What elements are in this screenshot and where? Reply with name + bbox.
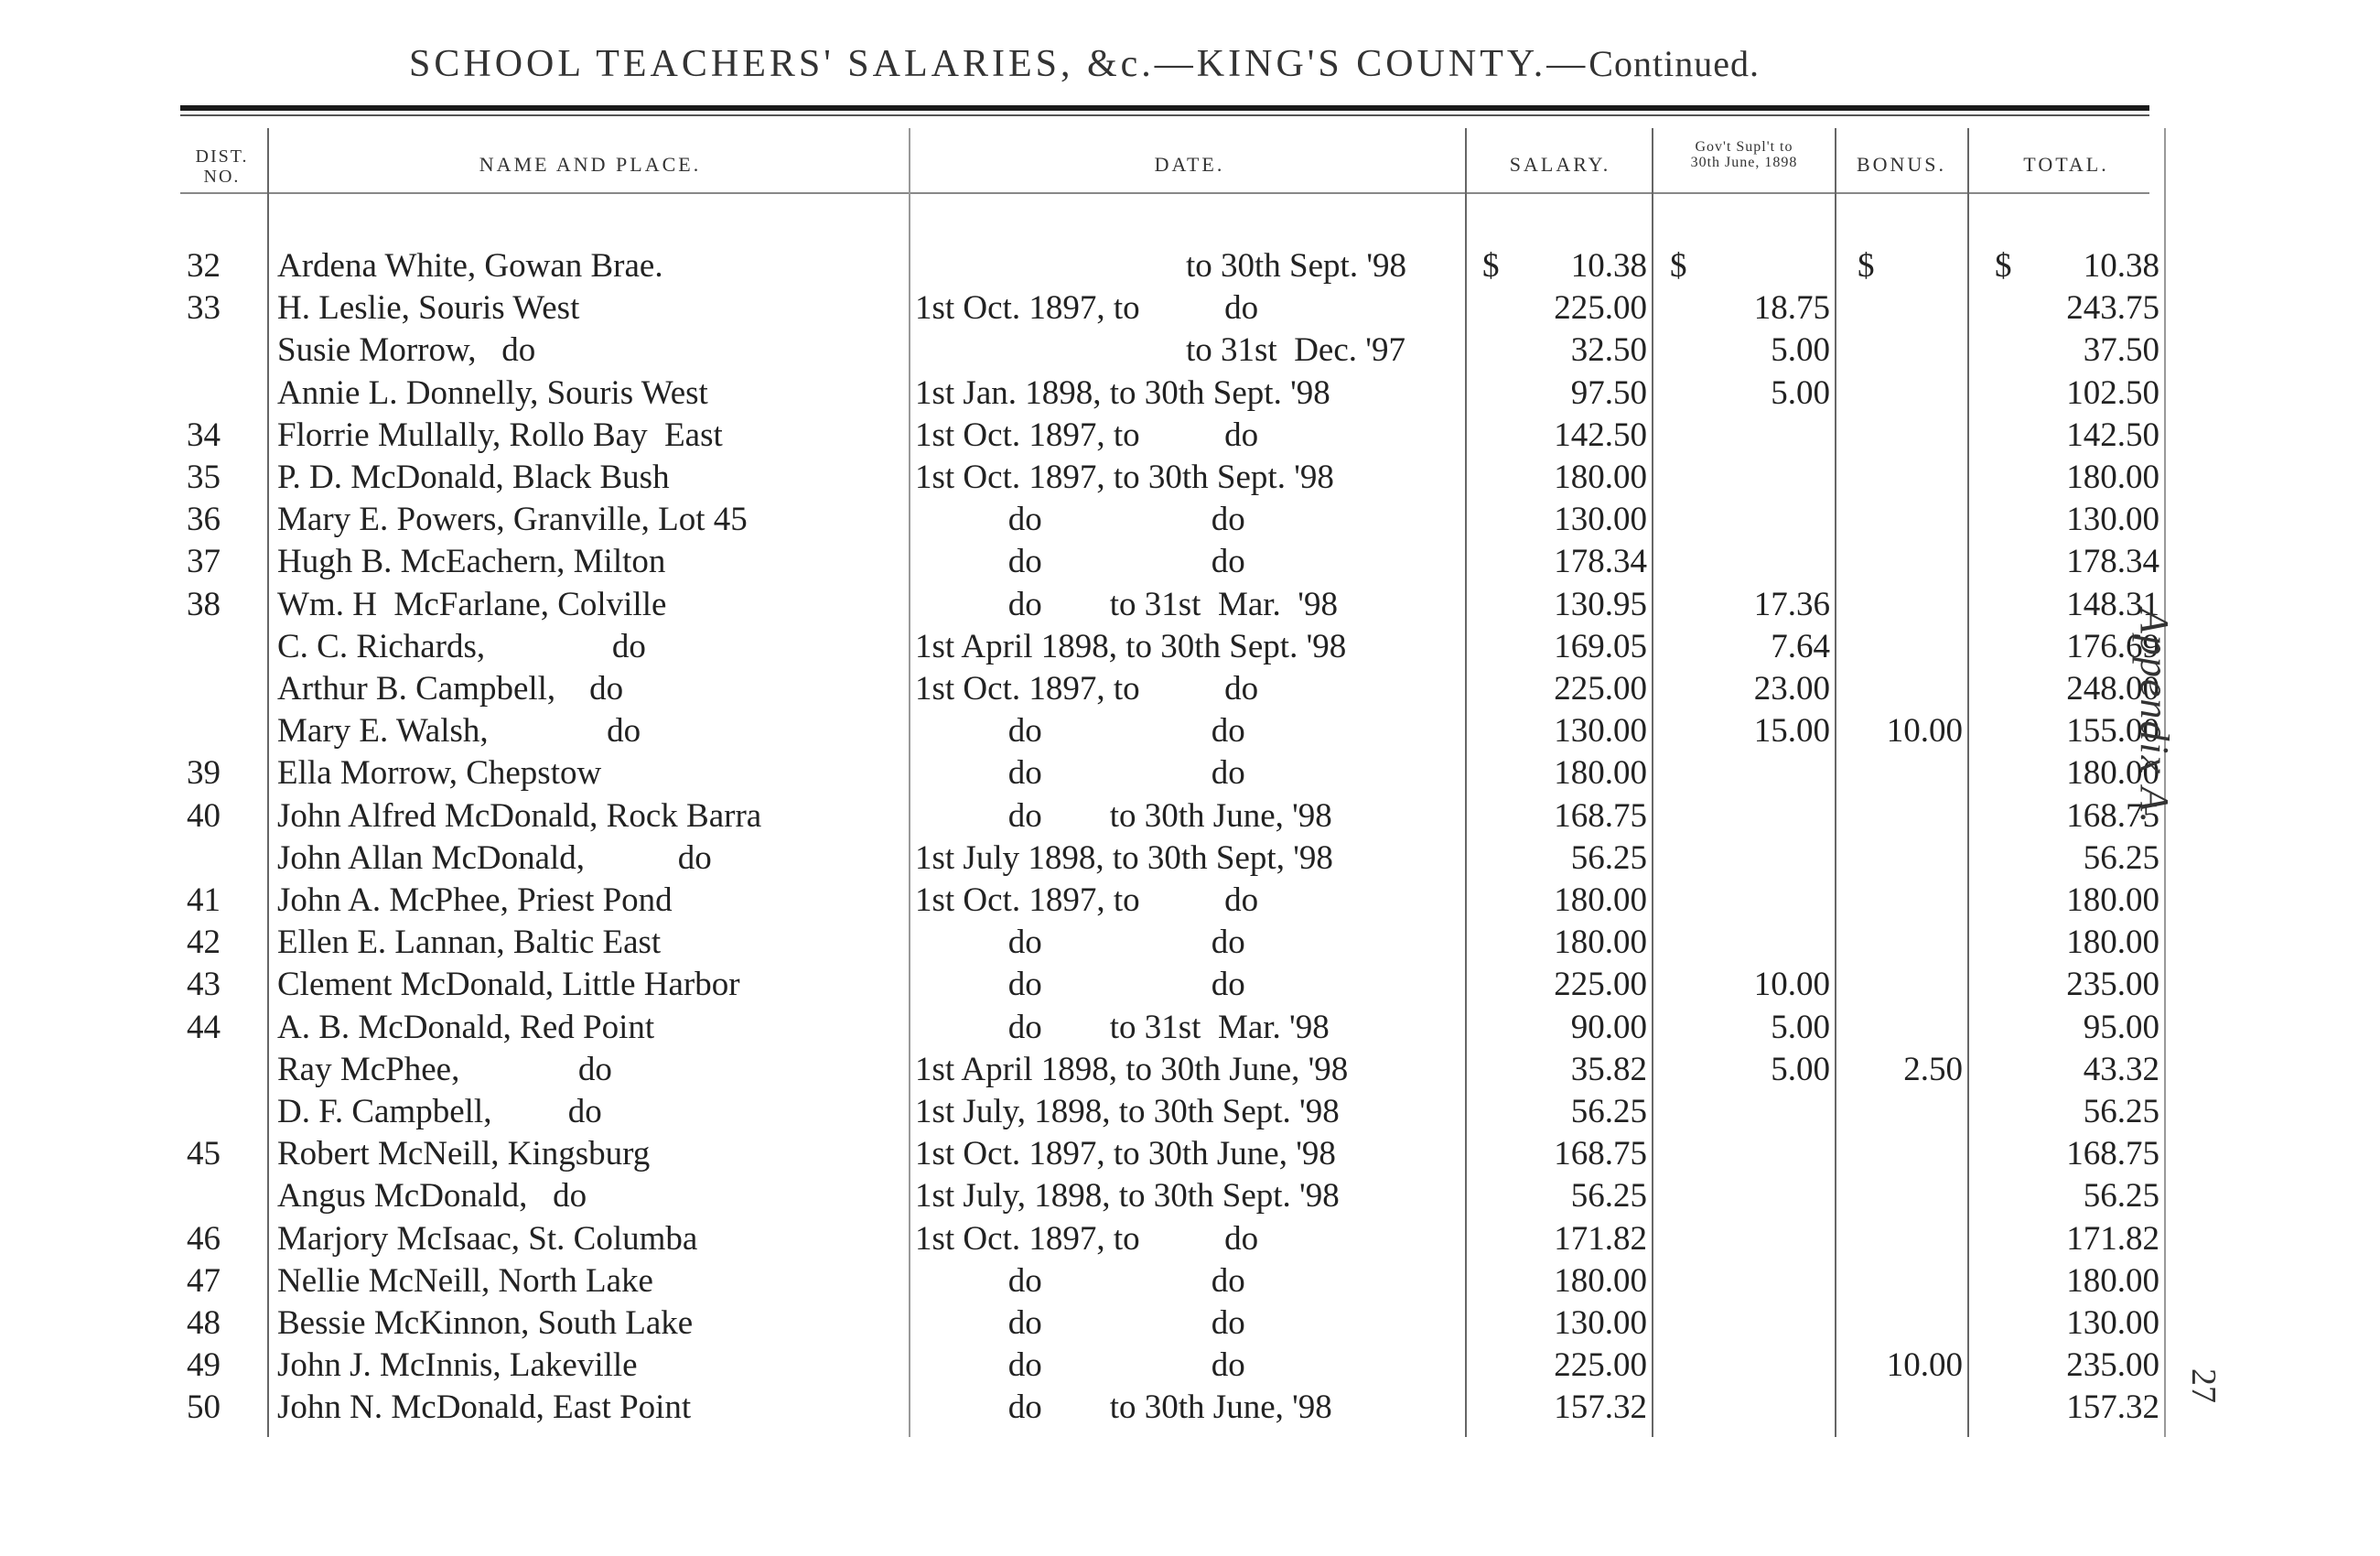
dist-cell: 35 [187,459,221,496]
salary-cell: 56.25 [1570,838,1647,877]
total-cell: 180.00 [2066,459,2159,496]
gov-supplement-cell: 5.00 [1771,331,1830,370]
salary-cell: 168.75 [1554,1135,1647,1173]
salary-cell: 180.00 [1554,754,1647,793]
table-row [0,245,2196,287]
total-cell: 102.50 [2066,373,2159,412]
title-main: SCHOOL TEACHERS' SALARIES, &c.—KING'S COUNTY.— [409,43,1589,85]
total-cell: 168.75 [2066,1135,2159,1173]
name-place-cell: Ray McPhee, do [277,1050,612,1088]
dist-cell: 47 [187,1261,221,1300]
total-cell: 176.69 [2066,627,2159,665]
bonus-cell: 10.00 [1886,712,1963,751]
date-cell: 1st Oct. 1897, to 30th June, '98 [915,1135,1336,1173]
appendix-side-label: Appendix A. [2132,609,2177,826]
date-cell: do do [915,712,1245,751]
date-cell: 1st Oct. 1897, to do [915,1219,1259,1258]
name-place-cell: Bessie McKinnon, South Lake [277,1304,694,1342]
header-bonus: BONUS. [1856,153,1947,176]
total-cell: 95.00 [2083,1008,2159,1046]
salary-cell: 97.50 [1570,373,1647,412]
gov-supplement-cell: 5.00 [1771,373,1830,412]
gov-supplement-cell: 15.00 [1753,712,1830,751]
salary-cell: 56.25 [1570,1177,1647,1216]
salary-cell: 168.75 [1554,796,1647,835]
name-place-cell: Clement McDonald, Little Harbor [277,966,740,1004]
name-place-cell: Florrie Mullally, Rollo Bay East [277,416,723,454]
date-cell: 1st Oct. 1897, to do [915,416,1259,454]
date-cell: 1st Oct. 1897, to do [915,881,1259,919]
header-gov-line1: Gov't Supl't to [1695,139,1793,155]
bonus-cell: 10.00 [1886,1346,1963,1385]
dist-cell: 48 [187,1304,221,1342]
table-row [0,1218,2196,1260]
header-total: TOTAL. [2023,153,2109,176]
gov-supplement-cell: 5.00 [1771,1008,1830,1046]
salary-dollar-sign: $ [1482,247,1500,285]
name-place-cell: Annie L. Donnelly, Souris West [277,373,708,412]
date-cell: 1st July, 1898, to 30th Sept. '98 [915,1093,1340,1130]
total-cell: 56.25 [2083,838,2159,877]
table-row [0,752,2196,794]
table-row [0,1133,2196,1175]
date-cell: do to 30th June, '98 [915,1389,1332,1427]
date-cell: 1st April 1898, to 30th June, '98 [915,1050,1349,1088]
date-cell: do do [915,501,1245,539]
total-cell: 235.00 [2066,1346,2159,1385]
name-place-cell: Robert McNeill, Kingsburg [277,1135,651,1173]
salary-cell: 180.00 [1554,924,1647,962]
salary-cell: 130.00 [1554,712,1647,751]
name-place-cell: John J. McInnis, Lakeville [277,1346,638,1385]
total-dollar-sign: $ [1995,247,2012,285]
dist-cell: 34 [187,416,221,454]
date-cell: do to 31st Mar. '98 [915,1008,1330,1046]
total-cell: 168.75 [2066,796,2159,835]
total-cell: 56.25 [2083,1093,2159,1130]
dist-cell: 45 [187,1135,221,1173]
table-row [0,1007,2196,1049]
salary-cell: 157.32 [1554,1389,1647,1427]
salary-cell: 225.00 [1554,670,1647,708]
total-cell: 243.75 [2066,289,2159,328]
name-place-cell: Angus McDonald, do [277,1177,587,1216]
table-row [0,880,2196,922]
date-cell: 1st July, 1898, to 30th Sept. '98 [915,1177,1340,1216]
table-row [0,1345,2196,1387]
total-cell: 180.00 [2066,1261,2159,1300]
date-cell: 1st April 1898, to 30th Sept. '98 [915,627,1347,665]
salary-cell: 10.38 [1570,247,1647,285]
name-place-cell: Marjory McIsaac, St. Columba [277,1219,698,1258]
total-cell: 10.38 [2083,247,2159,285]
total-cell: 56.25 [2083,1177,2159,1216]
salary-cell: 225.00 [1554,966,1647,1004]
date-cell: 1st Oct. 1897, to do [915,289,1259,328]
dist-cell: 37 [187,543,221,581]
salary-cell: 130.95 [1554,585,1647,623]
date-cell: to 30th Sept. '98 [915,247,1407,285]
gov-supplement-cell: 17.36 [1753,585,1830,623]
header-gov-line2: 30th June, 1898 [1690,155,1798,170]
total-cell: 248.00 [2066,670,2159,708]
date-cell: do do [915,543,1245,581]
table-row [0,457,2196,499]
name-place-cell: Mary E. Powers, Granville, Lot 45 [277,501,748,539]
dist-cell: 50 [187,1389,221,1427]
salary-cell: 180.00 [1554,1261,1647,1300]
salary-cell: 180.00 [1554,881,1647,919]
header-date: DATE. [1154,153,1225,176]
page-title [0,42,2169,86]
salary-cell: 225.00 [1554,1346,1647,1385]
page-number: 27 [2184,1368,2223,1403]
table-row [0,541,2196,583]
name-place-cell: H. Leslie, Souris West [277,289,580,328]
total-cell: 43.32 [2083,1050,2159,1088]
header-top-rule [180,105,2149,111]
total-cell: 130.00 [2066,1304,2159,1342]
salary-cell: 130.00 [1554,1304,1647,1342]
header-name: NAME AND PLACE. [479,153,702,176]
salary-cell: 171.82 [1554,1219,1647,1258]
dist-cell: 38 [187,585,221,623]
total-cell: 155.00 [2066,712,2159,751]
table-row [0,837,2196,880]
date-cell: 1st Oct. 1897, to 30th Sept. '98 [915,459,1334,496]
name-place-cell: John Alfred McDonald, Rock Barra [277,796,762,835]
name-place-cell: C. C. Richards, do [277,627,646,665]
table-row [0,1091,2196,1133]
gov-supplement-cell: 18.75 [1753,289,1830,328]
name-place-cell: A. B. McDonald, Red Point [277,1008,655,1046]
dist-cell: 39 [187,754,221,793]
gov-dollar-sign: $ [1670,247,1687,285]
name-place-cell: Ardena White, Gowan Brae. [277,247,663,285]
date-cell: do to 30th June, '98 [915,796,1332,835]
date-cell: 1st Jan. 1898, to 30th Sept. '98 [915,373,1330,412]
salary-cell: 225.00 [1554,289,1647,328]
total-cell: 171.82 [2066,1219,2159,1258]
name-place-cell: P. D. McDonald, Black Bush [277,459,670,496]
dist-cell: 33 [187,289,221,328]
salary-cell: 169.05 [1554,627,1647,665]
table-row [0,1387,2196,1429]
table-row [0,1302,2196,1345]
gov-supplement-cell: 10.00 [1753,966,1830,1004]
total-cell: 180.00 [2066,924,2159,962]
dist-cell: 43 [187,966,221,1004]
table-row [0,710,2196,752]
header-bottom-rule [180,192,2149,194]
date-cell: do do [915,1261,1245,1300]
gov-supplement-cell: 7.64 [1771,627,1830,665]
salary-cell: 142.50 [1554,416,1647,454]
salary-cell: 90.00 [1570,1008,1647,1046]
table-row [0,1175,2196,1217]
name-place-cell: Hugh B. McEachern, Milton [277,543,666,581]
table-row [0,1260,2196,1302]
salary-cell: 130.00 [1554,501,1647,539]
name-place-cell: John N. McDonald, East Point [277,1389,692,1427]
date-cell: 1st Oct. 1897, to do [915,670,1259,708]
total-cell: 142.50 [2066,416,2159,454]
dist-cell: 32 [187,247,221,285]
name-place-cell: Mary E. Walsh, do [277,712,641,751]
bonus-cell: 2.50 [1903,1050,1963,1088]
date-cell: do do [915,966,1245,1004]
salary-cell: 56.25 [1570,1093,1647,1130]
dist-cell: 41 [187,881,221,919]
name-place-cell: John A. McPhee, Priest Pond [277,881,673,919]
date-cell: to 31st Dec. '97 [915,331,1405,370]
table-row [0,1049,2196,1091]
total-cell: 157.32 [2066,1389,2159,1427]
salary-cell: 180.00 [1554,459,1647,496]
gov-supplement-cell: 5.00 [1771,1050,1830,1088]
name-place-cell: Wm. H McFarlane, Colville [277,585,667,623]
table-row [0,499,2196,541]
total-cell: 178.34 [2066,543,2159,581]
total-cell: 180.00 [2066,881,2159,919]
date-cell: do do [915,924,1245,962]
date-cell: do to 31st Mar. '98 [915,585,1338,623]
table-row [0,668,2196,710]
bonus-dollar-sign: $ [1858,247,1875,285]
table-row [0,330,2196,372]
header-salary: SALARY. [1509,153,1611,176]
date-cell: do do [915,1346,1245,1385]
dist-cell: 40 [187,796,221,835]
gov-supplement-cell: 23.00 [1753,670,1830,708]
dist-cell: 36 [187,501,221,539]
name-place-cell: John Allan McDonald, do [277,838,712,877]
dist-cell: 42 [187,924,221,962]
dist-cell: 44 [187,1008,221,1046]
table-row [0,626,2196,668]
title-continued: Continued. [1588,43,1760,84]
salary-cell: 32.50 [1570,331,1647,370]
table-row [0,584,2196,626]
name-place-cell: Arthur B. Campbell, do [277,670,624,708]
table-row [0,795,2196,837]
salary-cell: 178.34 [1554,543,1647,581]
name-place-cell: Susie Morrow, do [277,331,536,370]
table-row [0,964,2196,1006]
table-row [0,922,2196,964]
table-row [0,415,2196,457]
salary-cell: 35.82 [1570,1050,1647,1088]
header-top-thin-rule [180,114,2149,116]
date-cell: do do [915,754,1245,793]
name-place-cell: Nellie McNeill, North Lake [277,1261,653,1300]
dist-cell: 46 [187,1219,221,1258]
name-place-cell: Ellen E. Lannan, Baltic East [277,924,662,962]
name-place-cell: D. F. Campbell, do [277,1093,602,1130]
dist-cell: 49 [187,1346,221,1385]
date-cell: do do [915,1304,1245,1342]
header-gov [1654,139,1834,170]
header-dist: DIST. NO. [195,146,249,187]
table-row [0,287,2196,330]
total-cell: 148.31 [2066,585,2159,623]
total-cell: 180.00 [2066,754,2159,793]
total-cell: 37.50 [2083,331,2159,370]
table-row [0,373,2196,415]
name-place-cell: Ella Morrow, Chepstow [277,754,602,793]
date-cell: 1st July 1898, to 30th Sept, '98 [915,838,1333,877]
total-cell: 235.00 [2066,966,2159,1004]
total-cell: 130.00 [2066,501,2159,539]
